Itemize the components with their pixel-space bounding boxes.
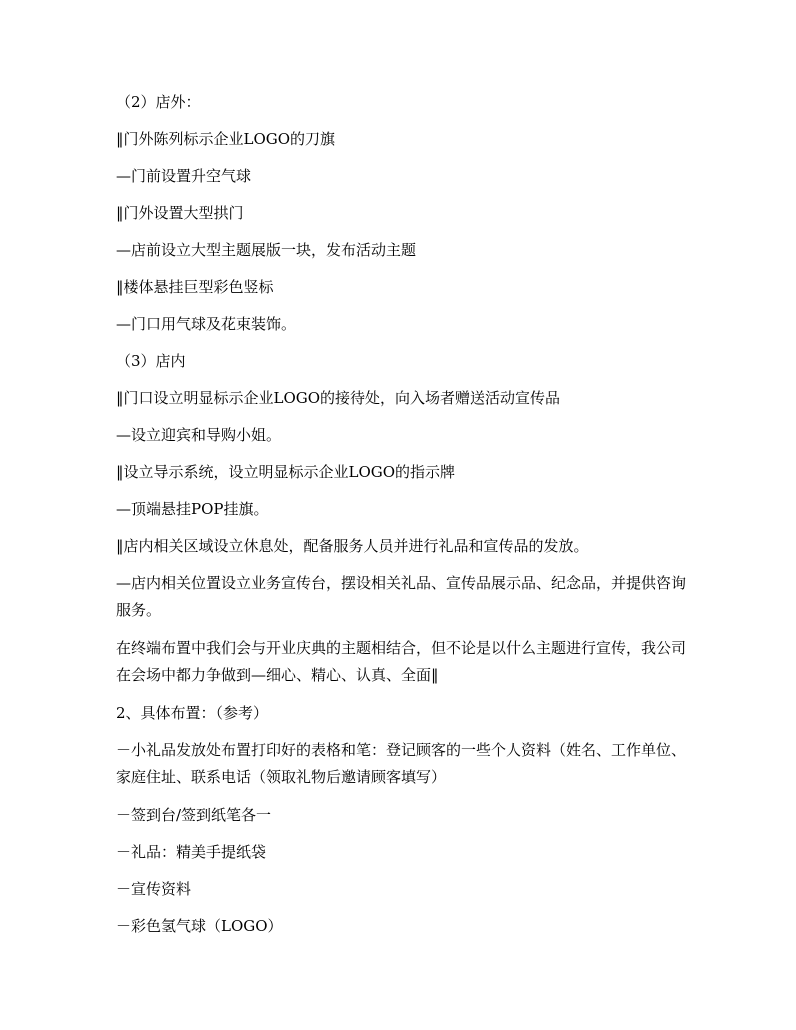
list-item: －彩色氢气球（LOGO） (116, 917, 283, 935)
list-item: —店内相关位置设立业务宣传台，摆设相关礼品、宣传品展示品、纪念品，并提供咨询服务。 (116, 574, 687, 619)
list-item: －宣传资料 (116, 880, 192, 898)
section-heading-layout: 2、具体布置：（参考） (116, 704, 269, 722)
list-item: －礼品：精美手提纸袋 (116, 843, 267, 861)
list-item: ‖店内相关区域设立休息处，配备服务人员并进行礼品和宣传品的发放。 (116, 537, 589, 555)
list-item: —门口用气球及花束装饰。 (116, 315, 297, 333)
list-item: ‖楼体悬挂巨型彩色竖标 (116, 278, 274, 296)
list-item: ‖门口设立明显标示企业LOGO的接待处，向入场者赠送活动宣传品 (116, 389, 561, 407)
list-item: —店前设立大型主题展版一块，发布活动主题 (116, 241, 417, 259)
list-item: —顶端悬挂POP挂旗。 (116, 500, 269, 518)
list-item: ‖设立导示系统，设立明显标示企业LOGO的指示牌 (116, 463, 456, 481)
document-page (116, 89, 688, 950)
list-item: ‖门外设置大型拱门 (116, 204, 244, 222)
section-heading-inside: （3）店内 (116, 352, 186, 370)
list-item: －签到台/签到纸笔各一 (116, 806, 272, 824)
section-heading-outside: （2）店外： (116, 93, 201, 111)
list-item: ‖门外陈列标示企业LOGO的刀旗 (116, 130, 336, 148)
body-paragraph: 在终端布置中我们会与开业庆典的主题相结合，但不论是以什么主题进行宣传，我公司在会场中都力争做到—细心、精心、认真、全面‖ (116, 639, 687, 684)
list-item: —设立迎宾和导购小姐。 (116, 426, 282, 444)
list-item: －小礼品发放处布置打印好的表格和笔：登记顾客的一些个人资料（姓名、工作单位、家庭住址、联系电话（领取礼物后邀请顾客填写） (116, 741, 687, 786)
list-item: —门前设置升空气球 (116, 167, 252, 185)
